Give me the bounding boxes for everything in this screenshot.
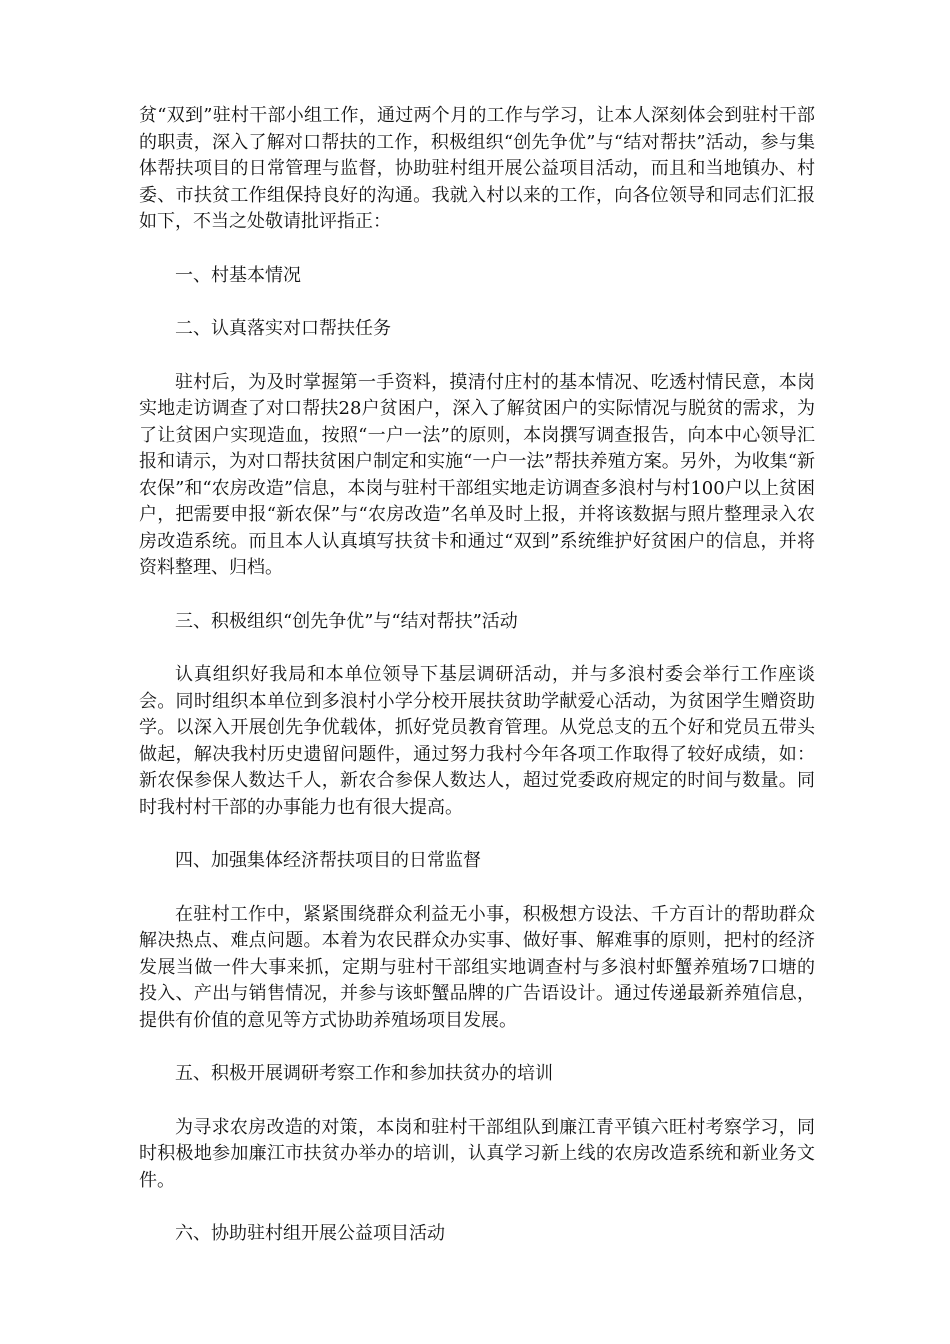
document-body <box>139 103 815 1275</box>
section-1-heading: 一、村基本情况 <box>175 264 301 286</box>
section-5-heading: 五、积极开展调研考察工作和参加扶贫办的培训 <box>175 1063 553 1084</box>
section-4-heading: 四、加强集体经济帮扶项目的日常监督 <box>175 850 481 871</box>
section-3-paragraph: 认真组织好我局和本单位领导下基层调研活动，并与多浪村委会举行工作座谈会。同时组织本单位到多浪村小学分校开展扶贫助学献爱心活动，为贫困学生赠资助学。以深入开展创先争优载体，抓好党员教育管理。从党总支的五个好和党员五带头做起，解决我村历史遗留问题件，通过努力我村今年各项工作取得了较好成绩，如：新农保参保人数达千人，新农合参保人数达人，超过党委政府规定的时间与数量。同时我村村干部的办事能力也有很大提高。 <box>139 664 815 818</box>
section-2-heading: 二、认真落实对口帮扶任务 <box>175 318 391 339</box>
intro-paragraph: 贫“双到”驻村干部小组工作，通过两个月的工作与学习，让本人深刻体会到驻村干部的职责，深入了解对口帮扶的工作，积极组织“创先争优”与“结对帮扶”活动，参与集体帮扶项目的日常管理与监督，协助驻村组开展公益项目活动，而且和当地镇办、村委、市扶贫工作组保持良好的沟通。我就入村以来的工作，向各位领导和同志们汇报如下，不当之处敬请批评指正： <box>139 105 815 232</box>
section-2-paragraph: 驻村后，为及时掌握第一手资料，摸清付庄村的基本情况、吃透村情民意，本岗实地走访调查了对口帮扶28户贫困户，深入了解贫困户的实际情况与脱贫的需求，为了让贫困户实现造血，按照“一户一法”的原则，本岗撰写调查报告，向本中心领导汇报和请示，为对口帮扶贫困户制定和实施“一户一法”帮扶养殖方案。另外，为收集“新农保”和“农房改造”信息，本岗与驻村干部组实地走访调查多浪村与村100户以上贫困户，把需要申报“新农保”与“农房改造”名单及时上报，并将该数据与照片整理录入农房改造系统。而且本人认真填写扶贫卡和通过“双到”系统维护好贫困户的信息，并将资料整理、归档。 <box>139 371 815 578</box>
section-3-heading: 三、积极组织“创先争优”与“结对帮扶”活动 <box>175 610 518 632</box>
section-4-paragraph: 在驻村工作中，紧紧围绕群众利益无小事，积极想方设法、千方百计的帮助群众解决热点、难点问题。本着为农民群众办实事、做好事、解难事的原则，把村的经济发展当做一件大事来抓，定期与驻村干部组实地调查村与多浪村虾蟹养殖场7口塘的投入、产出与销售情况，并参与该虾蟹品牌的广告语设计。通过传递最新养殖信息，提供有价值的意见等方式协助养殖场项目发展。 <box>139 903 815 1031</box>
section-6-heading: 六、协助驻村组开展公益项目活动 <box>175 1223 445 1244</box>
section-5-paragraph: 为寻求农房改造的对策，本岗和驻村干部组队到廉江青平镇六旺村考察学习，同时积极地参加廉江市扶贫办举办的培训，认真学习新上线的农房改造系统和新业务文件。 <box>139 1116 815 1191</box>
